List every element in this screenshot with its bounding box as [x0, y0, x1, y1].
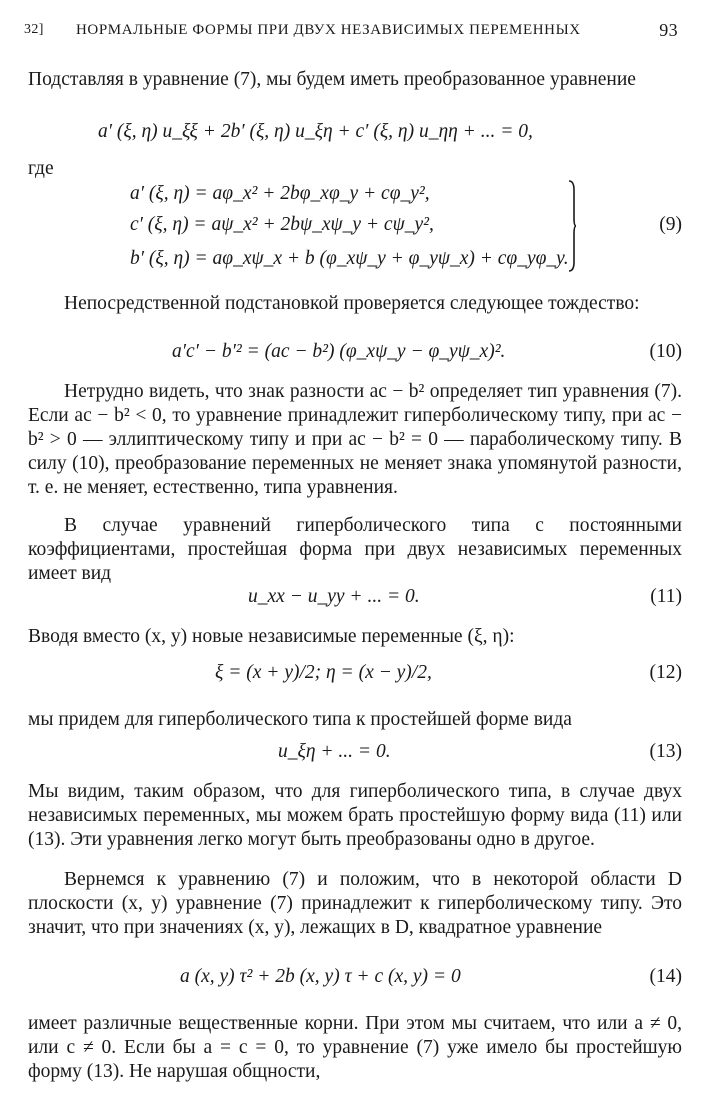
- paragraph-5: Вводя вместо (x, y) новые независимые переменные (ξ, η):: [28, 626, 515, 647]
- equation-12: ξ = (x + y)/2; η = (x − y)/2,: [215, 662, 432, 683]
- paragraph-3: Нетрудно видеть, что знак разности ac − b² определяет тип уравнения (7). Если ac − b² < 0, то уравнение принадлежит гиперболическому типу, при ac − b² > 0 — эллиптическому типу и при ac − b² = 0 — параболическому типу. В силу (10), преобразование переменных не меняет знака упомянутой разности, т. е. не меняет, естественно, типа уравнения.: [28, 381, 682, 498]
- equation-13: u_ξη + ... = 0.: [278, 741, 391, 762]
- paragraph-2: Непосредственной подстановкой проверяется следующее тождество:: [64, 293, 640, 314]
- equation-9-number: (9): [659, 214, 682, 235]
- right-brace: [568, 180, 576, 272]
- section-number: 32]: [24, 22, 44, 37]
- equation-13-number: (13): [649, 741, 682, 762]
- running-header: [24, 20, 678, 46]
- equation-11: u_xx − u_yy + ... = 0.: [248, 586, 420, 607]
- equation-12-number: (12): [649, 662, 682, 683]
- equation-14: a (x, y) τ² + 2b (x, y) τ + c (x, y) = 0: [180, 966, 461, 987]
- running-title: НОРМАЛЬНЫЕ ФОРМЫ ПРИ ДВУХ НЕЗАВИСИМЫХ ПЕРЕМЕННЫХ: [76, 22, 581, 38]
- paragraph-9: имеет различные вещественные корни. При этом мы считаем, что или a ≠ 0, или c ≠ 0. Если бы a = c = 0, то уравнение (7) уже имело бы простейшую форму (13). Не нарушая общности,: [28, 1013, 682, 1082]
- paragraph-4: В случае уравнений гиперболического типа с постоянными коэффициентами, простейшая форма при двух независимых переменных имеет вид: [28, 515, 682, 584]
- equation-14-number: (14): [649, 966, 682, 987]
- equation-11-number: (11): [650, 586, 682, 607]
- paragraph-8: Вернемся к уравнению (7) и положим, что в некоторой области D плоскости (x, y) уравнение (7) принадлежит к гиперболическому типу. Это значит, что при значениях (x, y), лежащих в D, квадратное уравнение: [28, 869, 682, 938]
- equation-9-line-2: c′ (ξ, η) = aψ_x² + 2bψ_xψ_y + cψ_y²,: [130, 214, 434, 235]
- paragraph-6: мы придем для гиперболического типа к простейшей форме вида: [28, 709, 572, 730]
- paragraph-7: Мы видим, таким образом, что для гиперболического типа, в случае двух независимых переменных, мы можем брать простейшую форму вида (11) или (13). Эти уравнения легко могут быть преобразованы одно в другое.: [28, 781, 682, 850]
- equation-10-number: (10): [649, 341, 682, 362]
- paragraph-1: Подставляя в уравнение (7), мы будем иметь преобразованное уравнение: [28, 69, 636, 90]
- equation-10: a′c′ − b′² = (ac − b²) (φ_xψ_y − φ_yψ_x)².: [172, 341, 506, 362]
- where-label: где: [28, 158, 54, 179]
- page-number: 93: [659, 20, 678, 40]
- equation-9-line-3: b′ (ξ, η) = aφ_xψ_x + b (φ_xψ_y + φ_yψ_x) + cφ_yφ_y.: [130, 248, 569, 269]
- equation-9-line-1: a′ (ξ, η) = aφ_x² + 2bφ_xφ_y + cφ_y²,: [130, 183, 430, 204]
- equation-transformed: a′ (ξ, η) u_ξξ + 2b′ (ξ, η) u_ξη + c′ (ξ, η) u_ηη + ... = 0,: [98, 121, 533, 142]
